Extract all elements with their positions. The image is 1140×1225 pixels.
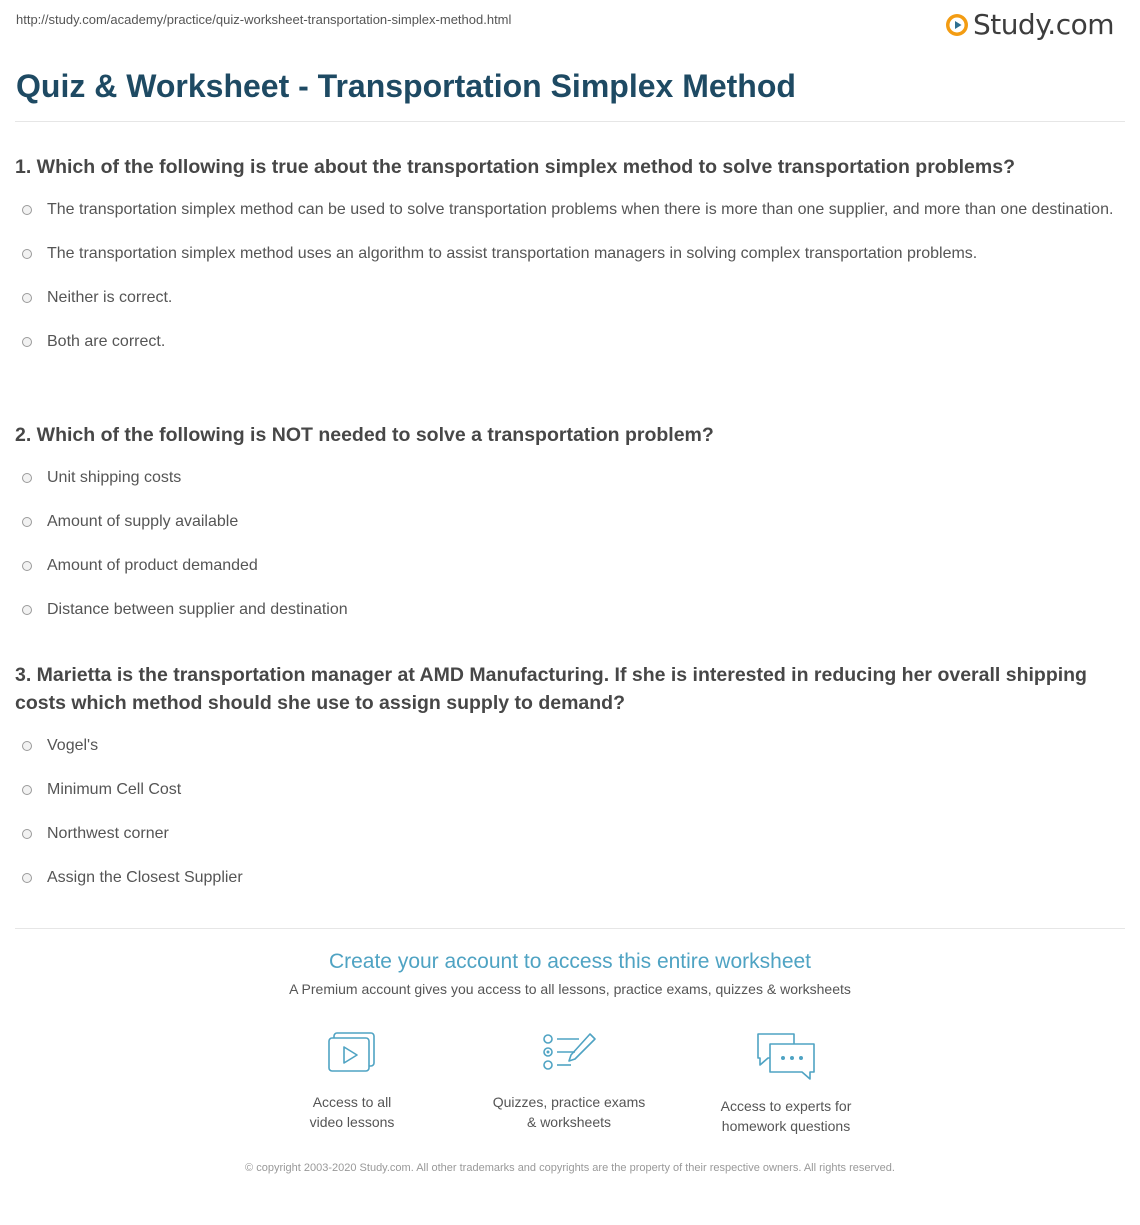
quizzes-checklist-icon [541, 1030, 597, 1078]
radio-button[interactable] [22, 873, 32, 883]
feature-label [252, 1092, 452, 1132]
logo-text: Study.com [972, 8, 1114, 41]
question-1: 1. Which of the following is true about the transportation simplex method to solve transportation problems? [15, 156, 1015, 178]
radio-button[interactable] [22, 205, 32, 215]
answer-text: Assign the Closest Supplier [47, 869, 243, 886]
radio-button[interactable] [22, 293, 32, 303]
title-divider [15, 121, 1125, 122]
page-title: Quiz & Worksheet - Transportation Simplex Method [16, 68, 796, 104]
cta-title[interactable]: Create your account to access this entire worksheet [328, 950, 812, 973]
answer-option[interactable] [22, 464, 1117, 492]
chat-experts-icon [754, 1030, 818, 1082]
answer-option[interactable] [22, 328, 1117, 356]
answer-text: The transportation simplex method can be used to solve transportation problems when there is more than one supplier, and more than one destination. [47, 201, 1114, 218]
answer-option[interactable] [22, 508, 1117, 536]
cta-subtitle: A Premium account gives you access to all lessons, practice exams, quizzes & worksheets [289, 981, 851, 997]
answer-text: Minimum Cell Cost [47, 781, 182, 798]
answer-text: Northwest corner [47, 825, 169, 842]
feature-quizzes[interactable] [469, 1030, 669, 1132]
feature-label [469, 1092, 669, 1132]
video-lessons-icon [326, 1030, 378, 1078]
answer-option[interactable] [22, 196, 1117, 224]
play-logo-icon [945, 13, 969, 37]
radio-button[interactable] [22, 561, 32, 571]
feature-label-line: Access to all [312, 1094, 392, 1110]
answer-option[interactable] [22, 284, 1117, 312]
answer-option[interactable] [22, 864, 1117, 892]
cta-divider [15, 928, 1125, 929]
answer-option[interactable] [22, 776, 1117, 804]
answer-text: The transportation simplex method uses an algorithm to assist transportation managers in solving complex transportation problems. [47, 245, 978, 262]
radio-button[interactable] [22, 337, 32, 347]
answer-option[interactable] [22, 240, 1117, 268]
copyright: © copyright 2003-2020 Study.com. All other trademarks and copyrights are the property of their respective owners. All rights reserved. [245, 1162, 895, 1174]
answer-text: Both are correct. [47, 333, 166, 350]
answer-option[interactable] [22, 552, 1117, 580]
feature-label-line: video lessons [309, 1114, 395, 1130]
radio-button[interactable] [22, 741, 32, 751]
feature-label [686, 1096, 886, 1136]
study-logo[interactable] [945, 8, 1114, 41]
radio-button[interactable] [22, 473, 32, 483]
feature-label-line: Quizzes, practice exams [492, 1094, 646, 1110]
answer-text: Vogel's [47, 737, 99, 754]
question-1-answers [22, 196, 1117, 372]
answer-option[interactable] [22, 596, 1117, 624]
radio-button[interactable] [22, 785, 32, 795]
question-3-answers [22, 732, 1117, 908]
question-2: 2. Which of the following is NOT needed to solve a transportation problem? [15, 424, 714, 446]
answer-option[interactable] [22, 732, 1117, 760]
answer-text: Distance between supplier and destination [47, 601, 348, 618]
question-3: 3. Marietta is the transportation manager at AMD Manufacturing. If she is interested in reducing her overall shipping costs which method should she use to assign supply to demand? [15, 664, 1087, 714]
feature-label-line: Access to experts for [720, 1098, 852, 1114]
answer-text: Amount of supply available [47, 513, 239, 530]
answer-text: Amount of product demanded [47, 557, 258, 574]
radio-button[interactable] [22, 829, 32, 839]
radio-button[interactable] [22, 517, 32, 527]
page-url[interactable]: http://study.com/academy/practice/quiz-worksheet-transportation-simplex-method.html [16, 12, 512, 27]
radio-button[interactable] [22, 249, 32, 259]
top-bar [0, 0, 1140, 50]
radio-button[interactable] [22, 605, 32, 615]
answer-text: Unit shipping costs [47, 469, 182, 486]
answer-text: Neither is correct. [47, 289, 173, 306]
feature-video-lessons[interactable] [252, 1030, 452, 1132]
feature-experts[interactable] [686, 1030, 886, 1136]
question-2-answers [22, 464, 1117, 640]
feature-label-line: homework questions [721, 1118, 851, 1134]
feature-label-line: & worksheets [526, 1114, 612, 1130]
answer-option[interactable] [22, 820, 1117, 848]
